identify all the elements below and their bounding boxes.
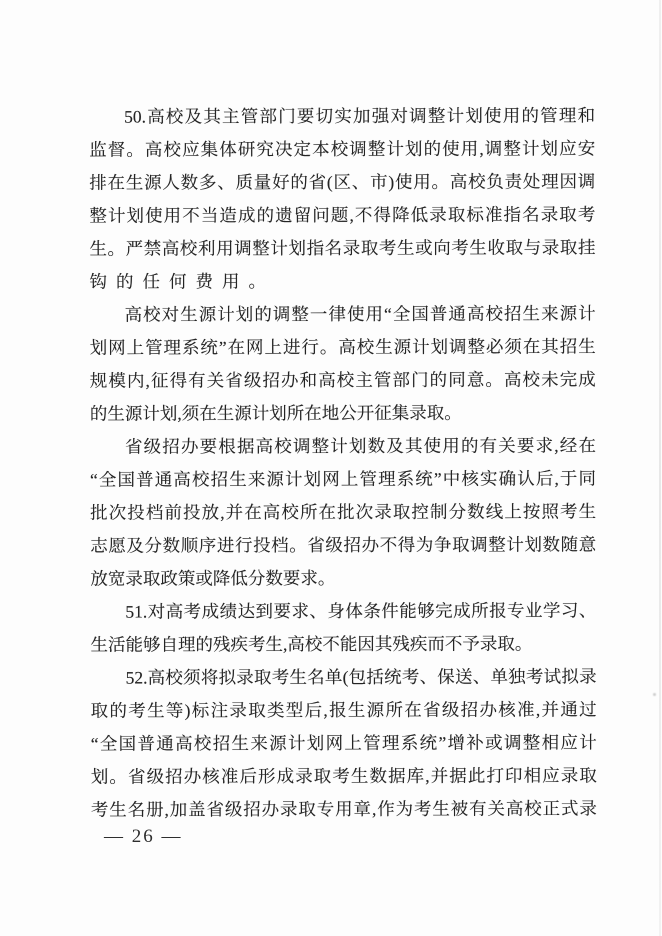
- text-line: 省级招办要根据高校调整计划数及其使用的有关要求,经在: [124, 435, 596, 457]
- paragraph-source-plan-adjustment: [90, 297, 596, 430]
- text-line: 生。严禁高校利用调整计划指名录取考生或向考生收取与录取挂: [89, 237, 596, 259]
- paragraph-item-52: [91, 660, 597, 826]
- text-line: 51.对高考成绩达到要求、身体条件能够完成所报专业学习、: [125, 600, 597, 622]
- text-line: 规模内,征得有关省级招办和高校主管部门的同意。高校未完成: [89, 369, 596, 391]
- text-line: 批次投档前投放,并在高校所在批次录取控制分数线上按照考生: [90, 501, 597, 523]
- document-body: [89, 99, 597, 826]
- text-line: 生活能够自理的残疾考生,高校不能因其残疾而不予录取。: [90, 633, 533, 655]
- paragraph-item-51: [90, 594, 596, 661]
- text-line: 排在生源人数多、质量好的省(区、市)使用。高校负责处理因调: [89, 171, 596, 193]
- text-line: 钩的任何费用。: [89, 271, 276, 292]
- paragraph-item-50: [89, 99, 596, 298]
- page-number: — 26 —: [104, 826, 183, 847]
- text-line: 划网上管理系统”在网上进行。高校生源计划调整必须在其招生: [89, 336, 596, 358]
- text-line: 划。省级招办核准后形成录取考生数据库,并据此打印相应录取: [90, 765, 597, 787]
- text-line: 50.高校及其主管部门要切实加强对调整计划使用的管理和: [124, 105, 596, 127]
- text-line: 放宽录取政策或降低分数要求。: [90, 568, 336, 589]
- text-line: 考生名册,加盖省级招办录取专用章,作为考生被有关高校正式录: [90, 798, 597, 820]
- text-line: 高校对生源计划的调整一律使用“全国普通高校招生来源计: [124, 303, 596, 325]
- text-line: 监督。高校应集体研究决定本校调整计划的使用,调整计划应安: [89, 138, 596, 160]
- text-line: 52.高校须将拟录取考生名单(包括统考、保送、单独考试拟录: [125, 666, 597, 688]
- text-line: 取的考生等)标注录取类型后,报生源所在省级招办核准,并通过: [90, 699, 597, 721]
- scan-edge-shadow: [659, 0, 661, 936]
- text-line: “全国普通高校招生来源计划网上管理系统”增补或调整相应计: [90, 732, 597, 754]
- text-line: 志愿及分数顺序进行投档。省级招办不得为争取调整计划数随意: [90, 534, 597, 556]
- text-line: 整计划使用不当造成的遗留问题,不得降低录取标准指名录取考: [89, 204, 596, 226]
- text-line: 的生源计划,须在生源计划所在地公开征集录取。: [89, 402, 462, 424]
- text-line: “全国普通高校招生来源计划网上管理系统”中核实确认后,于同: [90, 468, 597, 490]
- paragraph-provincial-admission-office: [90, 429, 596, 595]
- scan-speck: [653, 693, 656, 696]
